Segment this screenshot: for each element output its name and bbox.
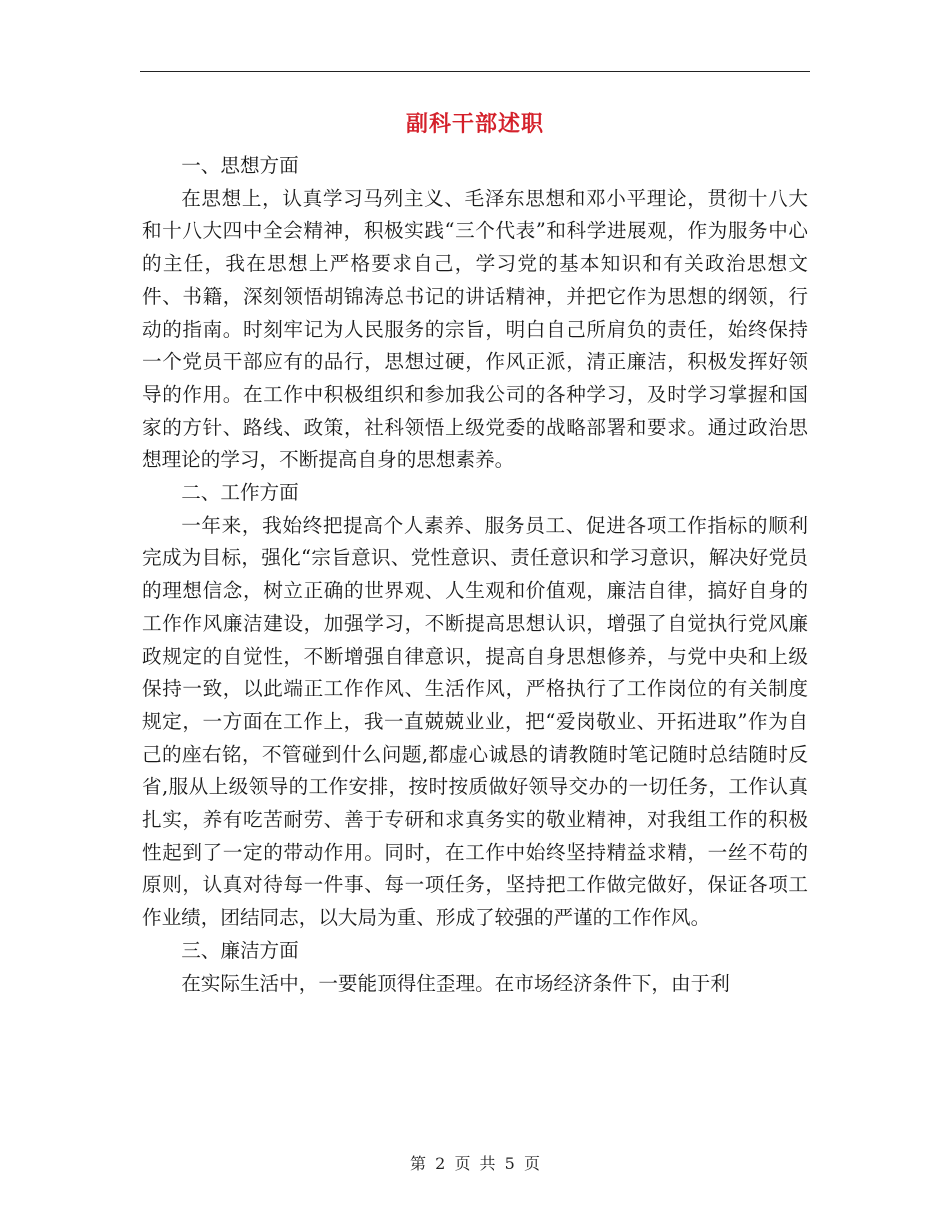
footer-suffix: 页 (523, 1154, 540, 1173)
footer-page-word: 页 (454, 1154, 471, 1173)
header-rule (140, 71, 810, 72)
footer-prefix: 第 (410, 1154, 427, 1173)
footer-current-page: 2 (435, 1154, 446, 1173)
page-footer (0, 1153, 950, 1175)
paragraph-thought: 在思想上，认真学习马列主义、毛泽东思想和邓小平理论，贯彻十八大和十八大四中全会精神，积极实践“三个代表”和科学进展观，作为服务中心的主任，我在思想上严格要求自己，学习党的基本知识和有关政治思想文件、书籍，深刻领悟胡锦涛总书记的讲话精神，并把它作为思想的纲领，行动的指南。时刻牢记为人民服务的宗旨，明白自己所肩负的责任，始终保持一个党员干部应有的品行，思想过硬，作风正派，清正廉洁，积极发挥好领导的作用。在工作中积极组织和参加我公司的各种学习，及时学习掌握和国家的方针、路线、政策，社科领悟上级党委的战略部署和要求。通过政治思想理论的学习，不断提高自身的思想素养。 (142, 186, 808, 472)
document-title: 副科干部述职 (405, 112, 544, 137)
section-heading-thought: 一、思想方面 (181, 154, 299, 177)
footer-total-word: 共 (479, 1154, 496, 1173)
section-heading-work: 二、工作方面 (181, 481, 299, 505)
footer-total-pages: 5 (504, 1154, 515, 1173)
paragraph-work: 一年来，我始终把提高个人素养、服务员工、促进各项工作指标的顺利完成为目标，强化“宗旨意识、党性意识、责任意识和学习意识，解决好党员的理想信念，树立正确的世界观、人生观和价值观，廉洁自律，搞好自身的工作作风廉洁建设，加强学习，不断提高思想认识，增强了自觉执行党风廉政规定的自觉性，不断增强自律意识，提高自身思想修养，与党中央和上级保持一致，以此端正工作作风、生活作风，严格执行了工作岗位的有关制度规定，一方面在工作上，我一直兢兢业业，把“爱岗敬业、开拓进取”作为自己的座右铭，不管碰到什么问题,都虚心诚恳的请教随时笔记随时总结随时反省,服从上级领导的工作安排，按时按质做好领导交办的一切任务，工作认真扎实，养有吃苦耐劳、善于专研和求真务实的敬业精神，对我组工作的积极性起到了一定的带动作用。同时，在工作中始终坚持精益求精，一丝不苟的原则，认真对待每一件事、每一项任务，坚持把工作做完做好，保证各项工作业绩，团结同志，以大局为重、形成了较强的严谨的工作作风。 (142, 513, 808, 930)
section-heading-integrity: 三、廉洁方面 (181, 938, 299, 962)
document-body (142, 150, 808, 1000)
paragraph-integrity: 在实际生活中，一要能顶得住歪理。在市场经济条件下，由于利 (181, 971, 730, 995)
